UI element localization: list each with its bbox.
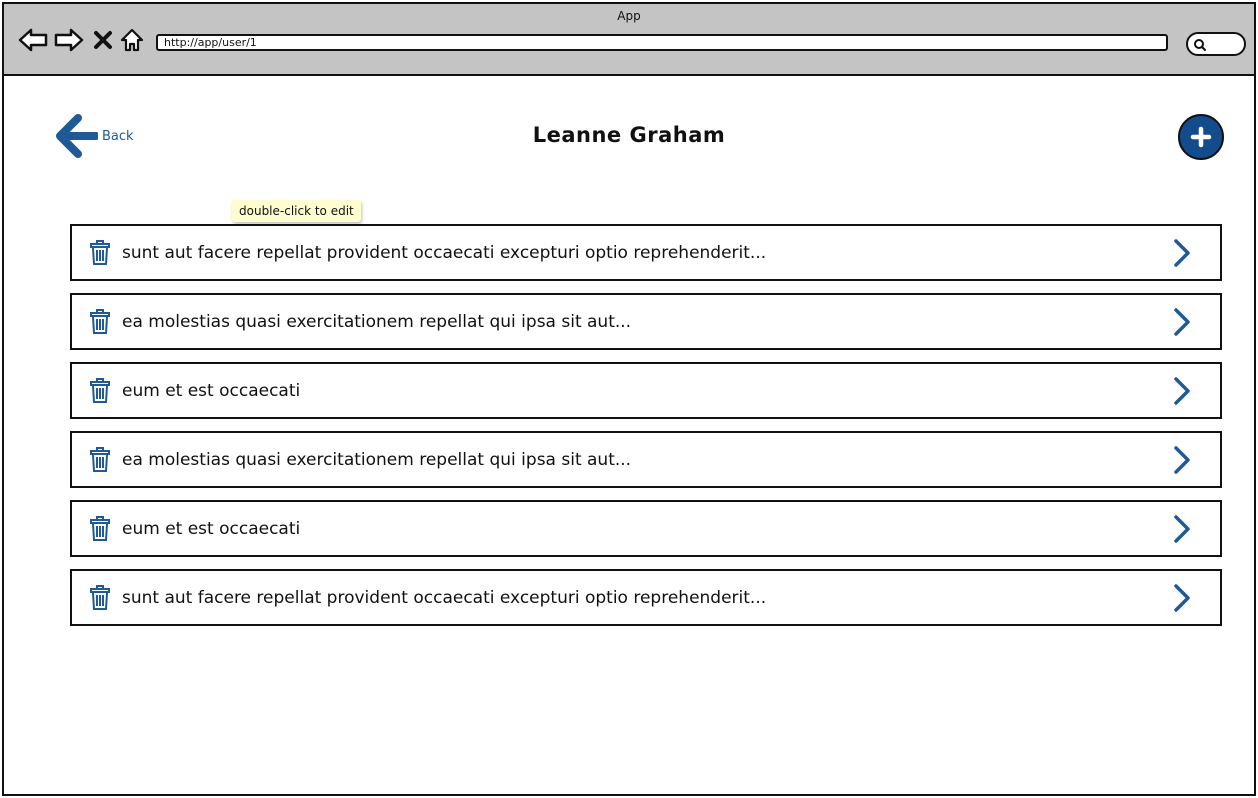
back-label: Back bbox=[102, 128, 134, 144]
list-item[interactable] bbox=[70, 224, 1222, 281]
home-icon[interactable] bbox=[117, 26, 147, 54]
browser-window bbox=[2, 2, 1256, 796]
chevron-right-icon[interactable] bbox=[1170, 376, 1194, 406]
list-item[interactable] bbox=[70, 500, 1222, 557]
forward-nav-icon[interactable] bbox=[54, 26, 84, 54]
trash-icon[interactable] bbox=[88, 516, 112, 542]
plus-icon bbox=[1190, 126, 1212, 148]
trash-icon[interactable] bbox=[88, 585, 112, 611]
list-item[interactable] bbox=[70, 569, 1222, 626]
post-title: ea molestias quasi exercitationem repellat qui ipsa sit aut... bbox=[122, 449, 632, 470]
trash-icon[interactable] bbox=[88, 240, 112, 266]
back-nav-icon[interactable] bbox=[18, 26, 48, 54]
trash-icon[interactable] bbox=[88, 378, 112, 404]
stop-icon[interactable] bbox=[88, 26, 118, 54]
chevron-right-icon[interactable] bbox=[1170, 583, 1194, 613]
edit-tooltip: double-click to edit bbox=[232, 200, 361, 222]
list-item[interactable] bbox=[70, 362, 1222, 419]
post-title: ea molestias quasi exercitationem repellat qui ipsa sit aut... bbox=[122, 311, 632, 332]
add-post-button[interactable] bbox=[1178, 114, 1224, 160]
trash-icon[interactable] bbox=[88, 447, 112, 473]
page-title: Leanne Graham bbox=[532, 123, 726, 147]
chevron-right-icon[interactable] bbox=[1170, 514, 1194, 544]
post-list bbox=[70, 224, 1222, 638]
trash-icon[interactable] bbox=[88, 309, 112, 335]
browser-toolbar bbox=[4, 4, 1254, 76]
post-title: eum et est occaecati bbox=[122, 518, 301, 539]
post-title: sunt aut facere repellat provident occaecati excepturi optio reprehenderit... bbox=[122, 242, 767, 263]
window-title: App bbox=[617, 9, 641, 23]
url-input[interactable]: http://app/user/1 bbox=[156, 34, 1168, 51]
list-item[interactable] bbox=[70, 431, 1222, 488]
browser-search[interactable] bbox=[1186, 32, 1246, 56]
chevron-right-icon[interactable] bbox=[1170, 307, 1194, 337]
chevron-right-icon[interactable] bbox=[1170, 445, 1194, 475]
chevron-right-icon[interactable] bbox=[1170, 238, 1194, 268]
post-title: sunt aut facere repellat provident occaecati excepturi optio reprehenderit... bbox=[122, 587, 767, 608]
post-title: eum et est occaecati bbox=[122, 380, 301, 401]
page-content bbox=[4, 76, 1254, 794]
search-icon bbox=[1193, 38, 1207, 52]
list-item[interactable] bbox=[70, 293, 1222, 350]
